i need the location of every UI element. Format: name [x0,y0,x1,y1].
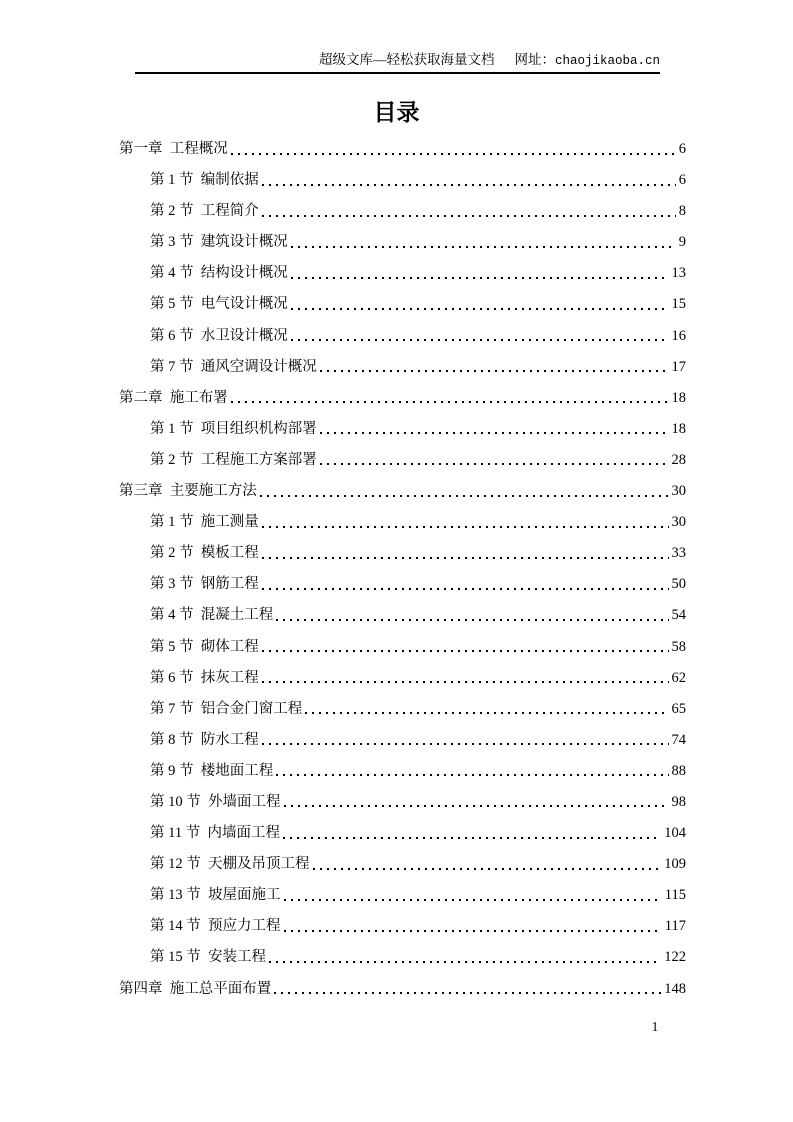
dot-leader [291,308,669,310]
toc-entry-label: 第 15 节 安装工程 [150,949,266,966]
toc-entry-label: 第 12 节 天棚及吊顶工程 [150,856,310,873]
toc-entry-page: 6 [678,141,686,157]
dot-leader [305,712,668,714]
toc-entry-label: 第 5 节 电气设计概况 [150,296,288,313]
dot-leader [284,899,662,901]
dot-leader [276,619,668,621]
toc-entry-page: 30 [671,514,686,531]
toc-entry-page: 15 [671,296,686,313]
dot-leader [262,557,669,559]
toc-entry-page: 6 [678,172,686,189]
toc-entry[interactable] [119,763,686,794]
toc-entry[interactable] [119,670,686,701]
dot-leader [291,277,669,279]
toc-entry-page: 117 [664,918,686,935]
toc-entry[interactable] [119,701,686,732]
toc-entry-label: 第 6 节 水卫设计概况 [150,327,288,344]
dot-leader [320,432,669,434]
toc-entry-page: 104 [664,825,686,842]
toc-list [119,141,686,1012]
toc-entry[interactable] [119,452,686,483]
toc-entry-page: 115 [664,887,686,904]
dot-leader [291,339,669,341]
toc-entry[interactable] [119,234,686,265]
toc-entry-label: 第 9 节 楼地面工程 [150,762,274,779]
dot-leader [291,246,676,248]
dot-leader [262,588,669,590]
toc-entry[interactable] [119,918,686,949]
toc-entry-label: 第 6 节 抹灰工程 [150,669,259,686]
dot-leader [274,992,661,994]
toc-entry-label: 第二章 施工布署 [119,389,228,406]
page-header [135,52,660,74]
toc-entry-label: 第 10 节 外墙面工程 [150,793,281,810]
toc-entry[interactable] [119,359,686,390]
toc-entry[interactable] [119,328,686,359]
toc-entry-page: 98 [671,793,686,810]
toc-entry[interactable] [119,981,686,1012]
toc-entry-label: 第 4 节 结构设计概况 [150,265,288,282]
toc-entry[interactable] [119,390,686,421]
dot-leader [262,526,669,528]
dot-leader [262,743,669,745]
dot-leader [262,681,669,683]
dot-leader [283,837,661,839]
toc-entry[interactable] [119,421,686,452]
toc-entry-label: 第四章 施工总平面布置 [119,980,272,997]
page-number: 1 [651,1019,659,1034]
toc-entry-label: 第 11 节 内墙面工程 [150,825,280,842]
header-site-text: 超级文库—轻松获取海量文档 [318,52,495,67]
toc-entry[interactable] [119,607,686,638]
toc-entry-page: 17 [671,358,686,375]
dot-leader [262,215,676,217]
toc-entry[interactable] [119,887,686,918]
toc-entry-label: 第 1 节 编制依据 [150,172,259,189]
toc-entry-label: 第 8 节 防水工程 [150,731,259,748]
toc-entry[interactable] [119,639,686,670]
header-url-label: 网址： [514,52,555,67]
toc-entry[interactable] [119,483,686,514]
toc-entry[interactable] [119,794,686,825]
toc-entry-page: 148 [664,980,686,997]
toc-entry-page: 58 [671,638,686,655]
toc-entry-label: 第 5 节 砌体工程 [150,638,259,655]
dot-leader [284,805,669,807]
dot-leader [276,774,668,776]
toc-entry[interactable] [119,141,686,172]
toc-entry-page: 54 [671,607,686,624]
dot-leader [231,153,676,155]
toc-entry-page: 88 [671,762,686,779]
toc-entry-page: 13 [671,265,686,282]
toc-entry-label: 第 7 节 通风空调设计概况 [150,358,317,375]
toc-entry-label: 第 3 节 钢筋工程 [150,576,259,593]
toc-entry-page: 62 [671,669,686,686]
toc-entry-label: 第 1 节 施工测量 [150,514,259,531]
toc-entry[interactable] [119,172,686,203]
toc-entry-page: 50 [671,576,686,593]
toc-entry[interactable] [119,732,686,763]
toc-entry-label: 第 4 节 混凝土工程 [150,607,274,624]
dot-leader [231,401,669,403]
toc-entry[interactable] [119,265,686,296]
toc-entry-page: 16 [671,327,686,344]
toc-entry[interactable] [119,856,686,887]
toc-entry-page: 74 [671,731,686,748]
toc-entry-label: 第 2 节 工程简介 [150,203,259,220]
header-url: chaojikaoba.cn [554,54,660,68]
toc-entry[interactable] [119,203,686,234]
toc-entry-page: 9 [678,234,686,251]
toc-entry[interactable] [119,545,686,576]
toc-entry-page: 18 [671,389,686,406]
toc-entry[interactable] [119,576,686,607]
toc-entry-label: 第 2 节 模板工程 [150,545,259,562]
toc-entry-label: 第 13 节 坡屋面施工 [150,887,281,904]
toc-entry-page: 8 [678,203,686,220]
header-url-group [514,52,660,69]
toc-entry-page: 28 [671,451,686,468]
toc-entry-label: 第 1 节 项目组织机构部署 [150,420,317,437]
dot-leader [269,961,661,963]
toc-entry-page: 109 [664,856,686,873]
toc-entry[interactable] [119,825,686,856]
dot-leader [260,495,669,497]
toc-entry[interactable] [119,949,686,980]
dot-leader [262,650,669,652]
toc-entry[interactable] [119,514,686,545]
document-title: 目录 [373,100,420,125]
toc-entry-page: 122 [664,949,686,966]
dot-leader [320,370,669,372]
dot-leader [262,184,676,186]
toc-entry-label: 第 3 节 建筑设计概况 [150,234,288,251]
toc-entry-page: 65 [671,700,686,717]
dot-leader [284,930,662,932]
toc-entry-label: 第 7 节 铝合金门窗工程 [150,700,303,717]
toc-entry-page: 33 [671,545,686,562]
toc-entry-page: 30 [671,483,686,500]
dot-leader [313,868,662,870]
toc-entry[interactable] [119,296,686,327]
toc-entry-label: 第一章 工程概况 [119,141,228,157]
toc-entry-label: 第 2 节 工程施工方案部署 [150,451,317,468]
toc-entry-label: 第 14 节 预应力工程 [150,918,281,935]
toc-entry-page: 18 [671,420,686,437]
dot-leader [320,463,669,465]
toc-entry-label: 第三章 主要施工方法 [119,483,257,500]
